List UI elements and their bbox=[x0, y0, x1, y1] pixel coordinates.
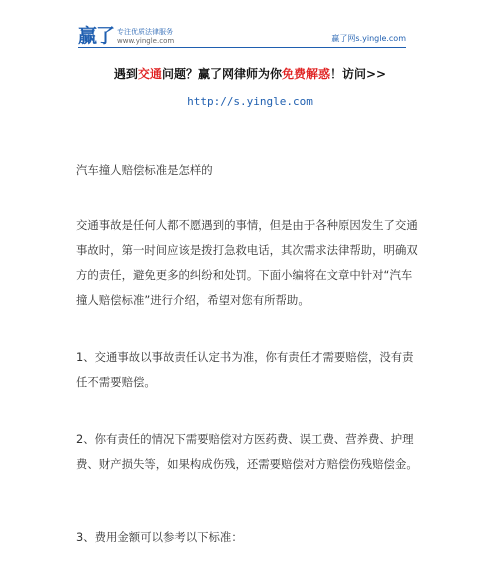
promo-highlight-free: 免费解惑 bbox=[281, 67, 330, 81]
header-divider bbox=[78, 47, 406, 48]
logo-url: www.yingle.com bbox=[117, 37, 175, 45]
promo-url-link[interactable]: http://s.yingle.com bbox=[187, 95, 313, 108]
article-point-3: 3、费用金额可以参考以下标准： bbox=[76, 530, 243, 544]
logo-text bbox=[117, 28, 174, 46]
article-title: 汽车撞人赔偿标准是怎样的 bbox=[76, 163, 213, 177]
site-logo[interactable] bbox=[78, 26, 174, 46]
promo-text-1: 遇到 bbox=[113, 67, 138, 81]
article-body bbox=[76, 158, 421, 550]
promo-text-3: ！访问>> bbox=[329, 67, 387, 81]
article-point-2: 2、你有责任的情况下需要赔偿对方医药费、误工费、营养费、护理费、财产损失等，如果构成伤残，还需要赔偿对方赔偿伤残赔偿金。 bbox=[76, 432, 418, 471]
article-intro: 交通事故是任何人都不愿遇到的事情，但是由于各种原因发生了交通事故时，第一时间应该是拨打急救电话，其次需求法律帮助，明确双方的责任，避免更多的纠纷和处罚。下面小编将在文章中针对“汽车撞人赔偿标准”进行介绍，希望对您有所帮助。 bbox=[76, 218, 418, 307]
logo-slogan: 专注优质法律服务 bbox=[117, 28, 174, 36]
article-point-1: 1、交通事故以事故责任认定书为准，你有责任才需要赔偿，没有责任不需要赔偿。 bbox=[76, 350, 414, 389]
promo-text-2: 问题？赢了网律师为你 bbox=[161, 67, 282, 81]
page-header bbox=[0, 0, 500, 52]
header-site-link[interactable]: 赢了网s.yingle.com bbox=[331, 34, 406, 43]
logo-mark: 赢了 bbox=[78, 25, 115, 47]
promo-banner bbox=[0, 66, 500, 82]
promo-highlight-traffic: 交通 bbox=[137, 67, 162, 81]
